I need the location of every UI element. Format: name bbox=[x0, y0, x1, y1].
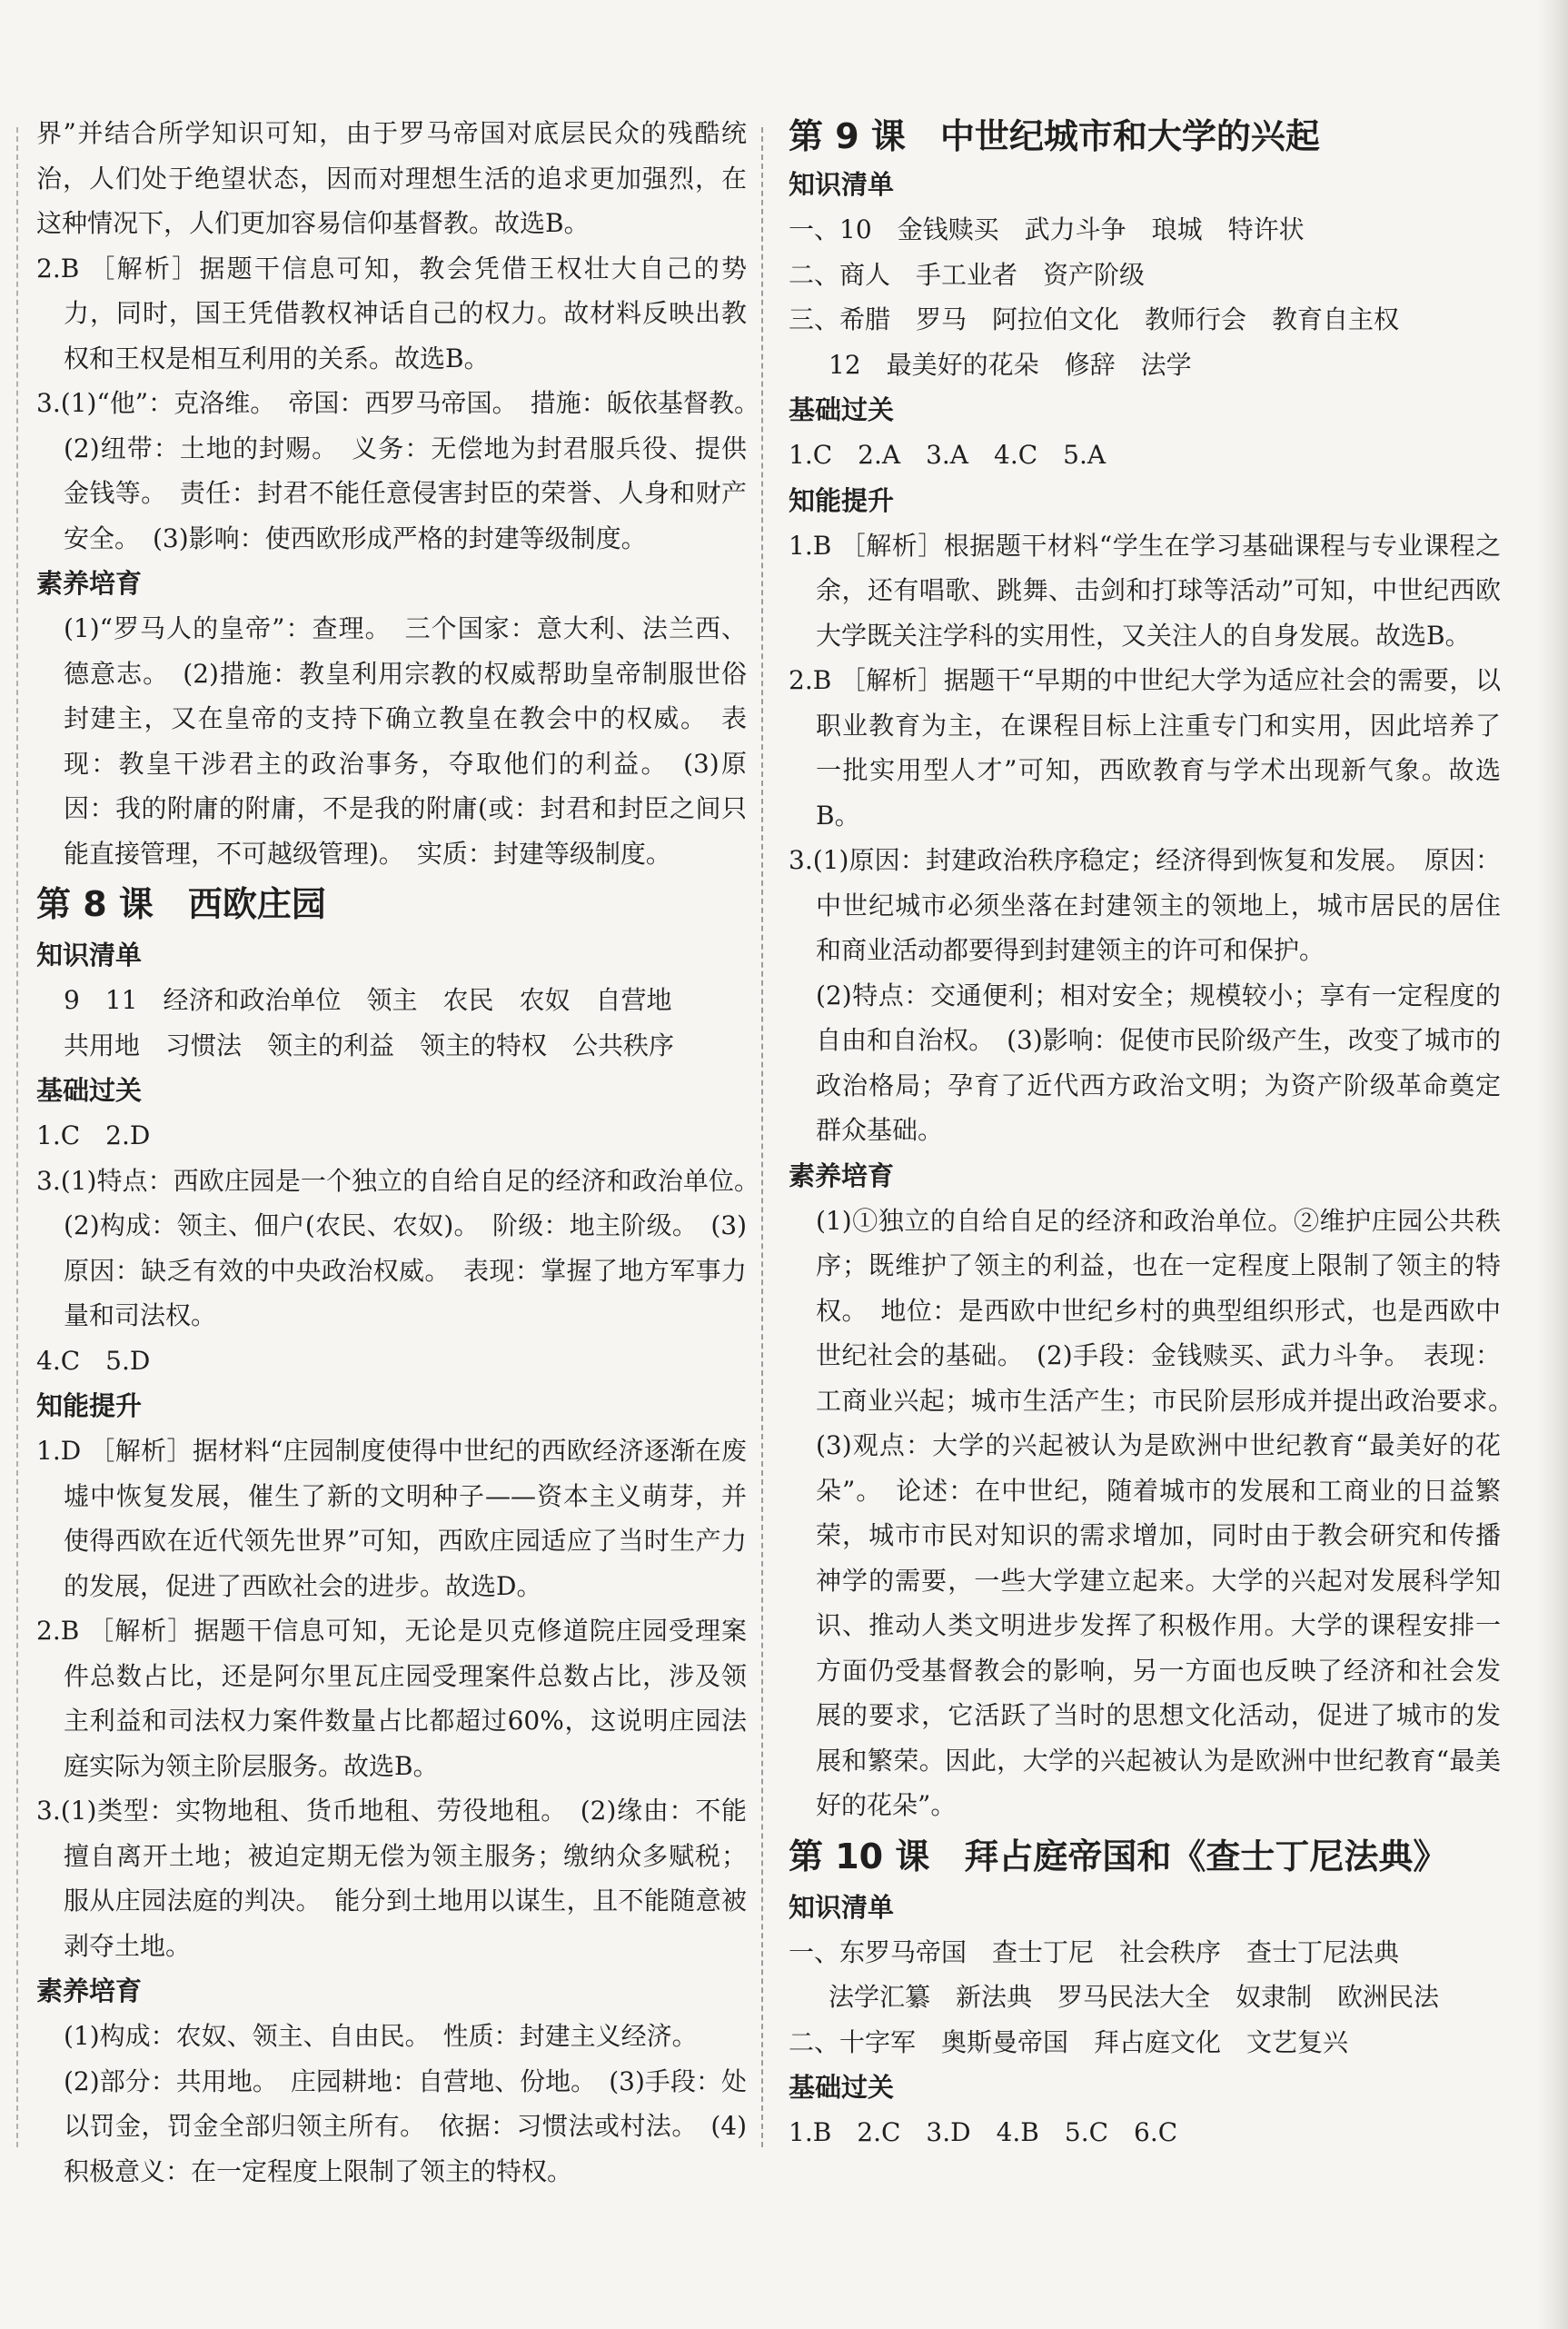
jichu-line: 1.C 2.A 3.A 4.C 5.A bbox=[789, 440, 1107, 470]
lesson-9-title: 第 9 课 中世纪城市和大学的兴起 bbox=[789, 116, 1320, 156]
jichu-line: 4.C 5.D bbox=[36, 1345, 151, 1376]
zhineng-item: (2)特点：交通便利；相对安全；规模较小；享有一定程度的自由和自治权。 (3)影响：促使市民阶级产生，改变了城市的政治格局；孕育了近代西方政治文明；为资产阶级革命奠定群众基础。 bbox=[816, 980, 1501, 1145]
page-edge-shadow bbox=[1537, 0, 1568, 2329]
section-heading-jichu: 基础过关 bbox=[789, 2072, 895, 2103]
section-heading-jichu: 基础过关 bbox=[36, 1075, 143, 1106]
zhineng-item: 1.B ［解析］根据题干材料“学生在学习基础课程与专业课程之余，还有唱歌、跳舞、击剑和打球等活动”可知，中世纪西欧大学既关注学科的实用性，又关注人的自身发展。故选B。 bbox=[789, 530, 1501, 651]
section-heading-zhineng: 知能提升 bbox=[789, 484, 895, 516]
zhishi-line: 法学汇纂 新法典 罗马民法大全 奴隶制 欧洲民法 bbox=[829, 1982, 1440, 2012]
suyang-text: (1)“罗马人的皇帝”：查理。 三个国家：意大利、法兰西、德意志。 (2)措施：教皇利用宗教的权威帮助皇帝制服世俗封建主，又在皇帝的支持下确立教皇在教会中的权威。 表现：教皇干涉君主的政治事务，夺取他们的利益。 (3)原因：我的附庸的附庸，不是我的附庸(或：封君和封臣之间只能直接管理，不可越级管理)。 实质：封建等级制度。 bbox=[64, 613, 747, 869]
zhishi-line: 二、商人 手工业者 资产阶级 bbox=[789, 259, 1146, 290]
section-heading-zhishi: 知识清单 bbox=[789, 169, 895, 200]
carryover-paragraph: 界”并结合所学知识可知，由于罗马帝国对底层民众的残酷统治，人们处于绝望状态，因而对理想生活的追求更加强烈，在这种情况下，人们更加容易信仰基督教。故选B。 bbox=[36, 118, 747, 238]
zhineng-item: 3.(1)类型：实物地租、货币地租、劳役地租。 (2)缘由：不能擅自离开土地；被迫定期无偿为领主服务；缴纳众多赋税；服从庄园法庭的判决。 能分到土地用以谋生，且不能随意被剥夺土地。 bbox=[36, 1796, 747, 1961]
zhineng-item: 2.B ［解析］据题干“早期的中世纪大学为适应社会的需要，以职业教育为主，在课程目标上注重专门和实用，因此培养了一批实用型人才”可知，西欧教育与学术出现新气象。故选B。 bbox=[789, 665, 1501, 831]
left-margin-rule bbox=[16, 127, 18, 2147]
right-column bbox=[789, 111, 1527, 2155]
suyang-text: (1)①独立的自给自足的经济和政治单位。②维护庄园公共秩序；既维护了领主的利益，也在一定程度上限制了领主的特权。 地位：是西欧中世纪乡村的典型组织形式，也是西欧中世纪社会的基础。 (2)手段：金钱赎买、武力斗争。 表现：工商业兴起；城市生活产生；市民阶层形成并提出政治要求。 (3)观点：大学的兴起被认为是欧洲中世纪教育“最美好的花朵”。 论述：在中世纪，随着城市的发展和工商业的日益繁荣，城市市民对知识的需求增加，同时由于教会研究和传播神学的需要，一些大学建立起来。大学的兴起对发展科学知识、推动人类文明进步发挥了积极作用。大学的课程安排一方面仍受基督教会的影响，另一方面也反映了经济和社会发展的要求，它活跃了当时的思想文化活动，促进了城市的发展和繁荣。因此，大学的兴起被认为是欧洲中世纪教育“最美好的花朵”。 bbox=[816, 1205, 1527, 1820]
section-heading-jichu: 基础过关 bbox=[789, 394, 895, 425]
suyang-line: (2)部分：共用地。 庄园耕地：自营地、份地。 (3)手段：处以罚金，罚金全部归领主所有。 依据：习惯法或村法。 (4)积极意义：在一定程度上限制了领主的特权。 bbox=[64, 2065, 747, 2186]
section-heading-suyang: 素养培育 bbox=[36, 568, 143, 599]
lesson-10-title: 第 10 课 拜占庭帝国和《查士丁尼法典》 bbox=[789, 1836, 1448, 1876]
zhishi-line: 一、10 金钱赎买 武力斗争 琅城 特许状 bbox=[789, 214, 1305, 244]
zhineng-item: 1.D ［解析］据材料“庄园制度使得中世纪的西欧经济逐渐在废墟中恢复发展，催生了新的文明种子——资本主义萌芽，并使得西欧在近代领先世界”可知，西欧庄园适应了当时生产力的发展，促进了西欧社会的进步。故选D。 bbox=[36, 1436, 747, 1601]
answer-item: 2.B ［解析］据题干信息可知，教会凭借王权壮大自己的势力，同时，国王凭借教权神话自己的权力。故材料反映出教权和王权是相互利用的关系。故选B。 bbox=[36, 253, 747, 373]
lesson-8-title: 第 8 课 西欧庄园 bbox=[36, 884, 326, 924]
section-heading-zhishi: 知识清单 bbox=[36, 940, 143, 970]
zhishi-line: 共用地 习惯法 领主的利益 领主的特权 公共秩序 bbox=[64, 1030, 675, 1060]
zhishi-line: 一、东罗马帝国 查士丁尼 社会秩序 查士丁尼法典 bbox=[789, 1936, 1400, 1967]
jichu-line: 1.B 2.C 3.D 4.B 5.C 6.C bbox=[789, 2117, 1178, 2147]
section-heading-zhishi: 知识清单 bbox=[789, 1891, 895, 1923]
zhishi-line: 二、十字军 奥斯曼帝国 拜占庭文化 文艺复兴 bbox=[789, 2026, 1349, 2057]
column-divider bbox=[761, 127, 763, 2147]
section-heading-suyang: 素养培育 bbox=[789, 1160, 895, 1191]
jichu-line: 1.C 2.D bbox=[36, 1120, 151, 1150]
zhishi-line: 9 11 经济和政治单位 领主 农民 农奴 自营地 bbox=[64, 985, 672, 1015]
section-heading-zhineng: 知能提升 bbox=[36, 1390, 143, 1421]
left-column bbox=[36, 111, 773, 2194]
suyang-line: (1)构成：农奴、领主、自由民。 性质：封建主义经济。 bbox=[64, 2021, 698, 2051]
zhishi-line: 三、希腊 罗马 阿拉伯文化 教师行会 教育自主权 bbox=[789, 304, 1400, 334]
jichu-line: 3.(1)特点：西欧庄园是一个独立的自给自足的经济和政治单位。 (2)构成：领主、佃户(农民、农奴)。 阶级：地主阶级。 (3)原因：缺乏有效的中央政治权威。 表现：掌握了地方军事力量和司法权。 bbox=[36, 1165, 773, 1330]
section-heading-suyang: 素养培育 bbox=[36, 1976, 143, 2006]
answer-item: 3.(1)“他”：克洛维。 帝国：西罗马帝国。 措施：皈依基督教。 (2)纽带：土地的封赐。 义务：无偿地为封君服兵役、提供金钱等。 责任：封君不能任意侵害封臣的荣誉、人身和财产安全。 (3)影响：使西欧形成严格的封建等级制度。 bbox=[36, 388, 773, 553]
zhineng-item: 2.B ［解析］据题干信息可知，无论是贝克修道院庄园受理案件总数占比，还是阿尔里瓦庄园受理案件总数占比，涉及领主利益和司法权力案件数量占比都超过60%，这说明庄园法庭实际为领主阶层服务。故选B。 bbox=[36, 1616, 747, 1781]
zhishi-line: 12 最美好的花朵 修辞 法学 bbox=[829, 349, 1192, 380]
zhineng-item: 3.(1)原因：封建政治秩序稳定；经济得到恢复和发展。 原因：中世纪城市必须坐落在封建领主的领地上，城市居民的居住和商业活动都要得到封建领主的许可和保护。 bbox=[789, 845, 1501, 965]
